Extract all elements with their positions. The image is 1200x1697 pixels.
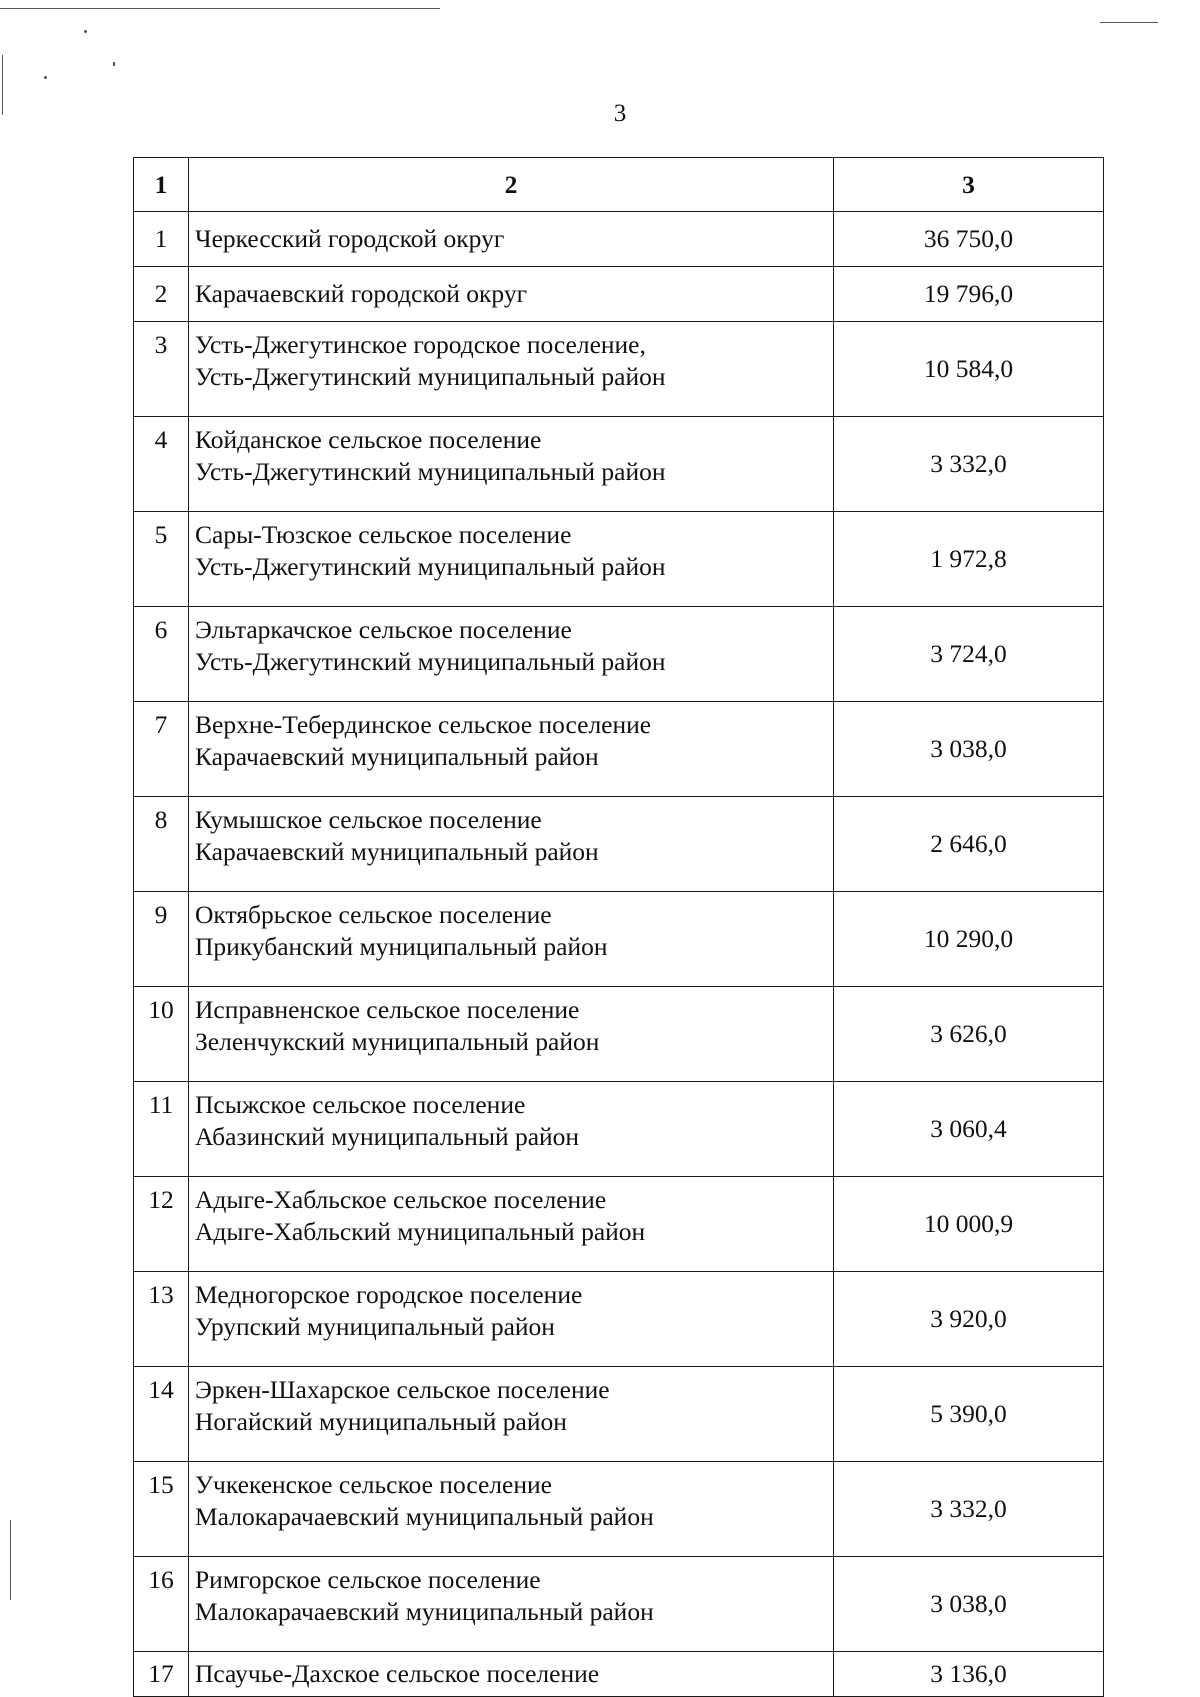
scan-speck — [113, 62, 115, 66]
row-number-cell: 7 — [134, 702, 189, 797]
table-row — [134, 212, 1104, 267]
municipality-name-line: Усть-Джегутинский муниципальный район — [195, 647, 666, 676]
amount-cell: 3 332,0 — [834, 417, 1104, 512]
row-number-cell: 8 — [134, 797, 189, 892]
municipality-name-line: Малокарачаевский муниципальный район — [195, 1597, 654, 1626]
row-number-cell: 9 — [134, 892, 189, 987]
column-header: 3 — [834, 158, 1104, 212]
municipality-name-line: Усть-Джегутинский муниципальный район — [195, 457, 666, 486]
municipality-name-cell — [189, 892, 834, 987]
row-number-cell: 5 — [134, 512, 189, 607]
amount-cell: 3 136,0 — [834, 1652, 1104, 1697]
amount-cell: 3 038,0 — [834, 702, 1104, 797]
table-row — [134, 1272, 1104, 1367]
amount-cell: 3 060,4 — [834, 1082, 1104, 1177]
municipality-name-line: Псаучье-Дахское сельское поселение — [195, 1659, 600, 1688]
municipality-name-line: Римгорское сельское поселение — [195, 1565, 541, 1594]
municipality-name-line: Урупский муниципальный район — [195, 1312, 555, 1341]
municipality-name-cell — [189, 1652, 834, 1697]
column-header: 1 — [134, 158, 189, 212]
municipality-name-line: Сары-Тюзское сельское поселение — [195, 520, 572, 549]
row-number-cell: 12 — [134, 1177, 189, 1272]
municipality-name-cell — [189, 212, 834, 267]
municipality-name-line: Прикубанский муниципальный район — [195, 932, 608, 961]
table-row — [134, 1652, 1104, 1697]
municipality-name-cell — [189, 1462, 834, 1557]
municipality-name-line: Черкесский городской округ — [195, 224, 505, 253]
scan-edge-dash-left — [10, 1520, 11, 1600]
amount-cell: 3 038,0 — [834, 1557, 1104, 1652]
amount-cell: 2 646,0 — [834, 797, 1104, 892]
amount-cell: 10 584,0 — [834, 322, 1104, 417]
municipality-name-line: Усть-Джегутинское городское поселение, — [195, 330, 646, 359]
municipality-name-cell — [189, 987, 834, 1082]
row-number-cell: 2 — [134, 267, 189, 322]
municipality-name-line: Карачаевский муниципальный район — [195, 837, 599, 866]
row-number-cell: 3 — [134, 322, 189, 417]
row-number-cell: 15 — [134, 1462, 189, 1557]
page-number: 3 — [613, 100, 627, 127]
municipality-name-line: Эркен-Шахарское сельское поселение — [195, 1375, 610, 1404]
amount-cell: 36 750,0 — [834, 212, 1104, 267]
municipality-name-line: Адыге-Хабльское сельское поселение — [195, 1185, 607, 1214]
municipality-name-line: Октябрьское сельское поселение — [195, 900, 552, 929]
amount-cell: 19 796,0 — [834, 267, 1104, 322]
municipality-name-cell — [189, 797, 834, 892]
table-row — [134, 512, 1104, 607]
municipality-name-cell — [189, 1367, 834, 1462]
municipality-name-cell — [189, 1177, 834, 1272]
municipality-name-line: Исправненское сельское поселение — [195, 995, 580, 1024]
municipality-name-line: Карачаевский муниципальный район — [195, 742, 599, 771]
amount-cell: 3 724,0 — [834, 607, 1104, 702]
table-body — [134, 212, 1104, 1697]
table-row — [134, 607, 1104, 702]
municipality-name-line: Учкекенское сельское поселение — [195, 1470, 552, 1499]
amount-cell: 3 920,0 — [834, 1272, 1104, 1367]
row-number-cell: 6 — [134, 607, 189, 702]
row-number-cell: 4 — [134, 417, 189, 512]
municipality-name-line: Усть-Джегутинский муниципальный район — [195, 362, 666, 391]
municipality-name-cell — [189, 267, 834, 322]
row-number-cell: 17 — [134, 1652, 189, 1697]
amount-cell: 5 390,0 — [834, 1367, 1104, 1462]
allocation-table — [133, 157, 1104, 1697]
amount-cell: 1 972,8 — [834, 512, 1104, 607]
scan-speck — [84, 30, 87, 33]
municipality-name-line: Псыжское сельское поселение — [195, 1090, 526, 1119]
municipality-name-cell — [189, 702, 834, 797]
table-header-row — [134, 158, 1104, 212]
municipality-name-line: Абазинский муниципальный район — [195, 1122, 580, 1151]
table-row — [134, 1082, 1104, 1177]
amount-cell: 3 626,0 — [834, 987, 1104, 1082]
row-number-cell: 13 — [134, 1272, 189, 1367]
table-row — [134, 1367, 1104, 1462]
municipality-name-line: Эльтаркачское сельское поселение — [195, 615, 572, 644]
row-number-cell: 14 — [134, 1367, 189, 1462]
table-row — [134, 1462, 1104, 1557]
scan-edge-line-top-right — [1100, 22, 1158, 23]
table-row — [134, 417, 1104, 512]
table-row — [134, 892, 1104, 987]
municipality-name-line: Кумышское сельское поселение — [195, 805, 542, 834]
table-row — [134, 1177, 1104, 1272]
row-number-cell: 1 — [134, 212, 189, 267]
table-row — [134, 322, 1104, 417]
municipality-name-cell — [189, 322, 834, 417]
amount-cell: 3 332,0 — [834, 1462, 1104, 1557]
table-row — [134, 702, 1104, 797]
municipality-name-line: Адыге-Хабльский муниципальный район — [195, 1217, 646, 1246]
municipality-name-cell — [189, 512, 834, 607]
municipality-name-cell — [189, 417, 834, 512]
amount-cell: 10 000,9 — [834, 1177, 1104, 1272]
municipality-name-cell — [189, 1557, 834, 1652]
amount-cell: 10 290,0 — [834, 892, 1104, 987]
row-number-cell: 11 — [134, 1082, 189, 1177]
column-header: 2 — [189, 158, 834, 212]
municipality-name-line: Малокарачаевский муниципальный район — [195, 1502, 654, 1531]
table-row — [134, 987, 1104, 1082]
municipality-name-line: Медногорское городское поселение — [195, 1280, 583, 1309]
table-row — [134, 797, 1104, 892]
municipality-name-line: Усть-Джегутинский муниципальный район — [195, 552, 666, 581]
scan-speck — [44, 76, 47, 79]
row-number-cell: 10 — [134, 987, 189, 1082]
municipality-name-cell — [189, 1082, 834, 1177]
row-number-cell: 16 — [134, 1557, 189, 1652]
table-row — [134, 267, 1104, 322]
municipality-name-line: Ногайский муниципальный район — [195, 1407, 567, 1436]
scan-edge-line-top — [0, 8, 440, 9]
municipality-name-line: Зеленчукский муниципальный район — [195, 1027, 600, 1056]
municipality-name-line: Койданское сельское поселение — [195, 425, 542, 454]
municipality-name-line: Верхне-Тебердинское сельское поселение — [195, 710, 652, 739]
municipality-name-line: Карачаевский городской округ — [195, 279, 528, 308]
municipality-name-cell — [189, 607, 834, 702]
table-row — [134, 1557, 1104, 1652]
municipality-name-cell — [189, 1272, 834, 1367]
